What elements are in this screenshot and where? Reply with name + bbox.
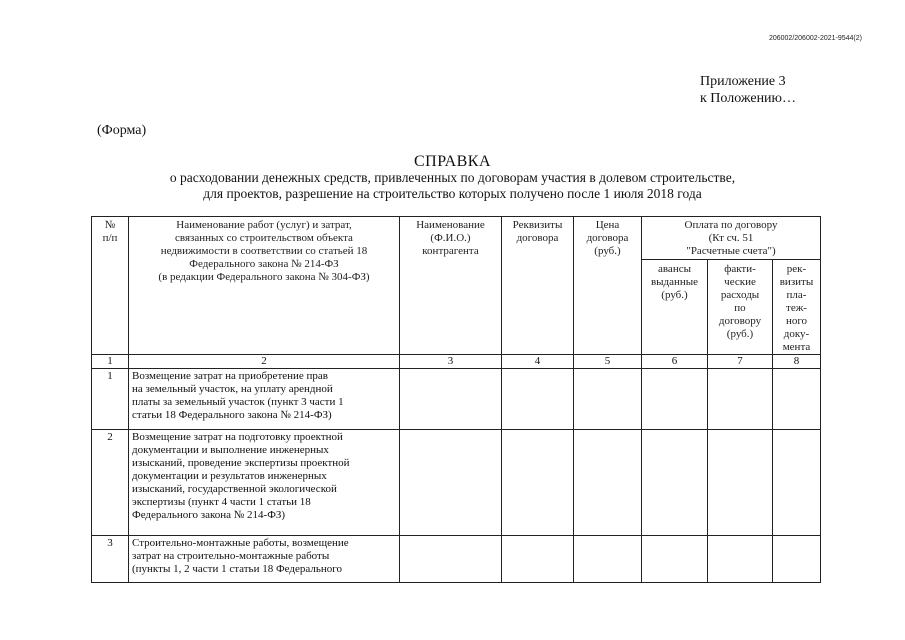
- document-title: СПРАВКА: [413, 153, 492, 170]
- row-description-line: на земельный участок, на уплату арендной: [132, 383, 333, 395]
- empty-cell: [642, 536, 708, 583]
- row-description: [129, 369, 400, 430]
- row-number: 1: [92, 369, 129, 430]
- header-actual-line: расходы: [720, 289, 760, 301]
- empty-cell: [502, 369, 574, 430]
- header-paydocs-line: мента: [782, 341, 811, 353]
- appendix-reference: [700, 73, 796, 107]
- column-number-row: [92, 355, 821, 369]
- column-number: 3: [400, 355, 502, 369]
- empty-cell: [400, 430, 502, 536]
- form-label: (Форма): [97, 123, 147, 138]
- header-requisites: [502, 217, 574, 355]
- column-number: 6: [642, 355, 708, 369]
- column-number: 1: [92, 355, 129, 369]
- row-description-line: статьи 18 Федерального закона № 214-ФЗ): [132, 409, 332, 421]
- empty-cell: [708, 369, 773, 430]
- header-actual-line: по: [734, 302, 746, 314]
- header-advances-line: (руб.): [661, 289, 688, 301]
- subtitle-line-2: для проектов, разрешение на строительство которых получено после 1 июля 2018 года: [203, 186, 702, 201]
- header-paydocs-line: ного: [785, 315, 808, 327]
- row-description-line: Возмещение затрат на приобретение прав: [132, 370, 328, 382]
- row-description-line: Возмещение затрат на подготовку проектной: [132, 431, 343, 443]
- empty-cell: [502, 536, 574, 583]
- header-contractor-line: (Ф.И.О.): [430, 232, 471, 244]
- column-number: 7: [708, 355, 773, 369]
- table-row: [92, 369, 821, 430]
- column-number: 5: [574, 355, 642, 369]
- header-payment-line: "Расчетные счета"): [686, 245, 776, 257]
- header-payment-line: Оплата по договору: [684, 219, 778, 231]
- empty-cell: [642, 369, 708, 430]
- row-description-line: экспертизы (пункт 4 части 1 статьи 18: [132, 496, 311, 508]
- header-price-line: Цена: [595, 219, 620, 231]
- row-description-line: изысканий, государственной экологической: [132, 483, 337, 495]
- empty-cell: [773, 536, 821, 583]
- header-advances-line: авансы: [658, 263, 691, 275]
- row-number: 3: [92, 536, 129, 583]
- table-row: [92, 536, 821, 583]
- header-advances: [642, 260, 708, 355]
- header-paydocs-line: доку-: [783, 328, 810, 340]
- header-name: [129, 217, 400, 355]
- empty-cell: [400, 369, 502, 430]
- empty-cell: [708, 430, 773, 536]
- row-description-line: Федерального закона № 214-ФЗ): [132, 509, 286, 521]
- row-number: 2: [92, 430, 129, 536]
- header-payment-line: (Кт сч. 51: [708, 232, 754, 244]
- document-number: 206002/206002-2021-9544(2): [768, 35, 862, 42]
- header-actual-expenses: [708, 260, 773, 355]
- row-description-line: изысканий, проведение экспертизы проектной: [132, 457, 350, 469]
- header-requisites-line: Реквизиты: [512, 219, 563, 231]
- row-description-line: платы за земельный участок (пункт 3 части 1: [132, 396, 344, 408]
- header-num-line: №: [104, 219, 116, 231]
- header-payment-docs: [773, 260, 821, 355]
- row-description: [129, 536, 400, 583]
- header-num: [92, 217, 129, 355]
- header-name-line: Федерального закона № 214-ФЗ: [189, 258, 339, 270]
- header-requisites-line: договора: [516, 232, 559, 244]
- header-actual-line: ческие: [724, 276, 756, 288]
- header-price-line: (руб.): [594, 245, 621, 257]
- empty-cell: [773, 369, 821, 430]
- header-contractor-line: Наименование: [416, 219, 485, 231]
- empty-cell: [574, 369, 642, 430]
- row-description-line: документации и выполнение инженерных: [132, 444, 329, 456]
- empty-cell: [708, 536, 773, 583]
- column-number: 2: [129, 355, 400, 369]
- header-name-line: связанных со строительством объекта: [175, 232, 353, 244]
- header-paydocs-line: рек-: [786, 263, 807, 275]
- row-description-line: затрат на строительно-монтажные работы: [132, 550, 330, 562]
- header-paydocs-line: теж-: [786, 302, 807, 314]
- header-paydocs-line: визиты: [779, 276, 814, 288]
- header-paydocs-line: пла-: [786, 289, 807, 301]
- header-payment: [642, 217, 821, 260]
- column-number: 8: [773, 355, 821, 369]
- expenditure-table: [91, 216, 821, 583]
- subtitle-line-1: о расходовании денежных средств, привлеченных по договорам участия в долевом строительстве,: [169, 170, 736, 185]
- header-name-line: Наименование работ (услуг) и затрат,: [176, 219, 352, 231]
- empty-cell: [574, 536, 642, 583]
- empty-cell: [574, 430, 642, 536]
- empty-cell: [642, 430, 708, 536]
- table-row: [92, 430, 821, 536]
- empty-cell: [773, 430, 821, 536]
- header-name-line: (в редакции Федерального закона № 304-ФЗ): [158, 271, 370, 283]
- column-number: 4: [502, 355, 574, 369]
- document-subtitle: [0, 170, 905, 202]
- header-price: [574, 217, 642, 355]
- header-num-line: п/п: [102, 232, 118, 244]
- row-description-line: документации и результатов инженерных: [132, 470, 327, 482]
- row-description: [129, 430, 400, 536]
- empty-cell: [502, 430, 574, 536]
- header-contractor-line: контрагента: [422, 245, 479, 257]
- appendix-line-2: к Положению…: [700, 91, 797, 106]
- appendix-line-1: Приложение 3: [700, 74, 786, 89]
- header-actual-line: факти-: [724, 263, 756, 275]
- row-description-line: Строительно-монтажные работы, возмещение: [132, 537, 349, 549]
- header-contractor: [400, 217, 502, 355]
- header-advances-line: выданные: [650, 276, 699, 288]
- header-actual-line: договору: [718, 315, 762, 327]
- header-actual-line: (руб.): [726, 328, 754, 340]
- row-description-line: (пункты 1, 2 части 1 статьи 18 Федерального: [132, 563, 342, 575]
- empty-cell: [400, 536, 502, 583]
- header-price-line: договора: [586, 232, 629, 244]
- header-name-line: недвижимости в соответствии со статьей 18: [160, 245, 368, 257]
